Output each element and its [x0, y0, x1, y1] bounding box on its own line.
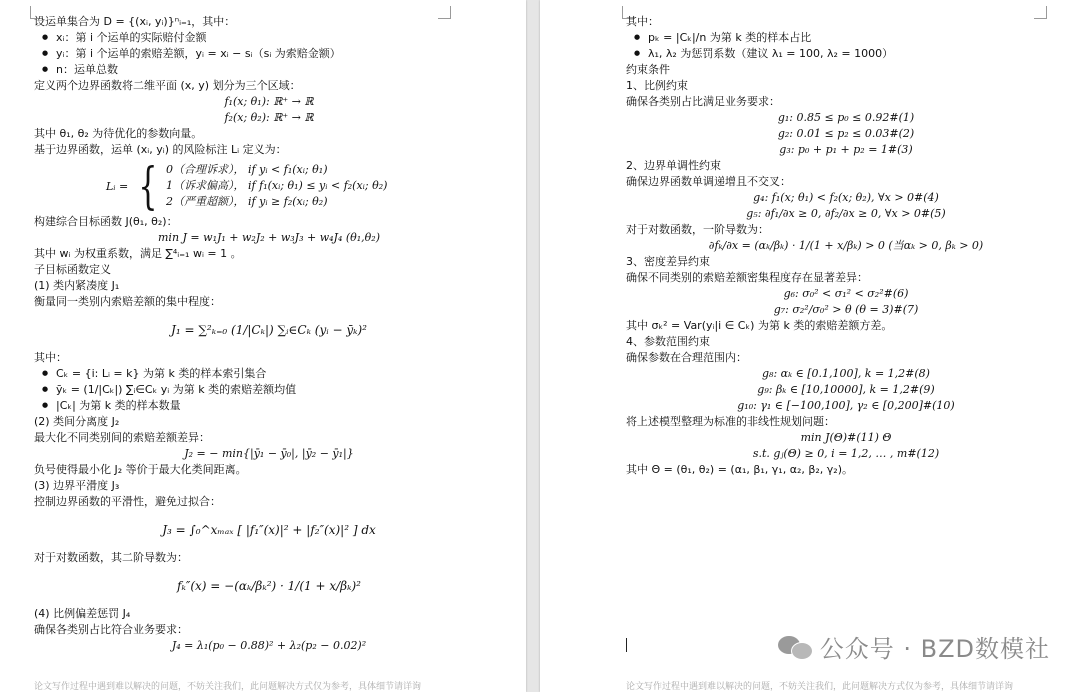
text-line: 1、比例约束	[626, 79, 688, 92]
equation-line: g₄: f₁(x; θ₁) < f₂(x; θ₂), ∀x > 0#(4)	[753, 191, 939, 204]
text-line: (4) 比例偏差惩罚 J₄	[34, 607, 131, 620]
text-line: 构建综合目标函数 J(θ₁, θ₂)：	[34, 215, 178, 228]
text-line: (2) 类间分离度 J₂	[34, 415, 120, 428]
equation-line: g₁: 0.85 ≤ p₀ ≤ 0.92#(1)	[777, 111, 915, 124]
piecewise-equation	[106, 158, 504, 214]
bullet-item: ● λ₁, λ₂ 为惩罚系数（建议 λ₁ = 100, λ₂ = 1000）	[626, 46, 1066, 62]
watermark-text: 公众号 · BZD数模社	[819, 635, 1050, 663]
text-line: 对于对数函数，一阶导数为：	[626, 223, 769, 236]
bullet-item: ● xᵢ：第 i 个运单的实际赔付金额	[34, 30, 504, 46]
equation-line: g₇: σ₂²/σ₀² > θ (θ = 3)#(7)	[773, 303, 919, 316]
text-block	[626, 14, 1066, 478]
text-line: 确保不同类别的索赔差额密集程度存在显著差异：	[626, 271, 868, 284]
text-line: 基于边界函数，运单 (xᵢ, yᵢ) 的风险标注 Lᵢ 定义为：	[34, 143, 287, 156]
text-line: 对于对数函数，其二阶导数为：	[34, 551, 188, 564]
equation-line: g₂: 0.01 ≤ p₂ ≤ 0.03#(2)	[777, 127, 915, 140]
page-footer: 论文写作过程中遇到难以解决的问题，不妨关注我们，此问题解决方式仅为参考，具体细节请详询	[626, 682, 1014, 692]
text-line: 其中：	[34, 351, 67, 364]
piecewise-row: 2（严重超额）， if yᵢ ≥ f₂(xᵢ; θ₂)	[166, 195, 328, 208]
bullet-item: ● |Cₖ| 为第 k 类的样本数量	[34, 398, 504, 414]
text-line: 子目标函数定义	[34, 263, 111, 276]
watermark	[778, 629, 1050, 664]
equation-line: g₈: αₖ ∈ [0.1,100], k = 1,2#(8)	[762, 367, 930, 380]
equation-J3: J₃ = ∫₀^xₘₐₓ [ |f₁″(x)|² + |f₂″(x)|² ] dx	[162, 523, 376, 537]
wechat-icon	[778, 634, 812, 660]
text-line: 其中：	[626, 15, 659, 28]
piecewise-row: 1（诉求偏高）， if f₁(xᵢ; θ₁) ≤ yᵢ < f₂(xᵢ; θ₂)	[166, 179, 388, 192]
text-line: 确保各类别占比符合业务要求：	[34, 623, 188, 636]
bullet-item: ● pₖ = |Cₖ|/n 为第 k 类的样本占比	[626, 30, 1066, 46]
equation-line: g₉: βₖ ∈ [10,10000], k = 1,2#(9)	[757, 383, 935, 396]
text-line: 其中 θ₁, θ₂ 为待优化的参数向量。	[34, 127, 203, 140]
equation-line: min J(Θ)#(11) Θ	[800, 431, 892, 444]
equation-line: J₂ = − min{|ȳ₁ − ȳ₀|, |ȳ₂ − ȳ₁|}	[184, 447, 354, 460]
text-line: 约束条件	[626, 63, 670, 76]
text-line: 4、参数范围约束	[626, 335, 710, 348]
equation-line: min J = w₁J₁ + w₂J₂ + w₃J₃ + w₄J₄ (θ₁,θ₂)	[158, 231, 380, 244]
equation-line: J₄ = λ₁(p₀ − 0.88)² + λ₂(p₂ − 0.02)²	[171, 639, 367, 652]
text-line: 负号使得最小化 J₂ 等价于最大化类间距离。	[34, 463, 247, 476]
equation-J1: J₁ = ∑²ₖ₌₀ (1/|Cₖ|) ∑ᵢ∈Cₖ (yᵢ − ȳₖ)²	[171, 323, 367, 337]
piecewise-row: 0（合理诉求）， if yᵢ < f₁(xᵢ; θ₁)	[166, 163, 328, 176]
bullet-item: ● Cₖ = {i: Lᵢ = k} 为第 k 类的样本索引集合	[34, 366, 504, 382]
text-line: 2、边界单调性约束	[626, 159, 721, 172]
text-line: 确保边界函数单调递增且不交叉：	[626, 175, 791, 188]
text-line: 将上述模型整理为标准的非线性规划问题：	[626, 415, 835, 428]
equation-line: g₃: p₀ + p₁ + p₂ = 1#(3)	[779, 143, 913, 156]
text-line: 设运单集合为 D = {(xᵢ, yᵢ)}ⁿᵢ₌₁，其中：	[34, 15, 236, 28]
brace-symbol: {	[138, 157, 158, 215]
text-line: 最大化不同类别间的索赔差额差异：	[34, 431, 210, 444]
equation-line: f₁(x; θ₁): ℝ⁺ → ℝ	[224, 95, 314, 108]
page-content[interactable]	[626, 14, 1066, 478]
bullet-item: ● n：运单总数	[34, 62, 504, 78]
text-line: 其中 Θ = (θ₁, θ₂) = (α₁, β₁, γ₁, α₂, β₂, γ₂)。	[626, 463, 853, 476]
text-line: 其中 wᵢ 为权重系数，满足 ∑⁴ᵢ₌₁ wᵢ = 1 。	[34, 247, 242, 260]
text-line: (1) 类内紧凑度 J₁	[34, 279, 120, 292]
text-cursor	[626, 638, 627, 652]
text-line: 3、密度差异约束	[626, 255, 710, 268]
text-line: (3) 边界平滑度 J₃	[34, 479, 120, 492]
page-footer: 论文写作过程中遇到难以解决的问题，不妨关注我们，此问题解决方式仅为参考，具体细节请详询	[34, 682, 422, 692]
equation-second-derivative: fₖ″(x) = −(αₖ/βₖ²) · 1/(1 + x/βₖ)²	[177, 579, 361, 593]
text-line: 控制边界函数的平滑性，避免过拟合：	[34, 495, 221, 508]
equation-line: g₁₀: γ₁ ∈ [−100,100], γ₂ ∈ [0,200]#(10)	[737, 399, 955, 412]
text-line: 定义两个边界函数将二维平面 (x, y) 划分为三个区域：	[34, 79, 301, 92]
page-content[interactable]	[34, 14, 504, 654]
text-line: 衡量同一类别内索赔差额的集中程度：	[34, 295, 221, 308]
bullet-item: ● ȳₖ = (1/|Cₖ|) ∑ᵢ∈Cₖ yᵢ 为第 k 类的索赔差额均值	[34, 382, 504, 398]
equation-line: g₆: σ₀² < σ₁² < σ₂²#(6)	[783, 287, 909, 300]
bullet-item: ● yᵢ：第 i 个运单的索赔差额，yᵢ = xᵢ − sᵢ（sᵢ 为索赔金额）	[34, 46, 504, 62]
text-line: 确保各类别占比满足业务要求：	[626, 95, 780, 108]
text-block	[34, 214, 504, 310]
text-block	[34, 550, 504, 566]
equation-line: ∂fₖ/∂x = (αₖ/βₖ) · 1/(1 + x/βₖ) > 0 (当αₖ > 0, βₖ > 0)	[708, 239, 984, 252]
text-block	[34, 350, 504, 510]
equation-line: g₅: ∂f₁/∂x ≥ 0, ∂f₂/∂x ≥ 0, ∀x > 0#(5)	[746, 207, 946, 220]
equation-line: s.t. gⱼ(Θ) ≥ 0, i = 1,2, … , m#(12)	[752, 447, 940, 460]
text-block	[34, 606, 504, 654]
document-page-right	[540, 0, 1080, 692]
piecewise-lhs: Lᵢ =	[106, 179, 129, 193]
text-line: 确保参数在合理范围内：	[626, 351, 747, 364]
equation-line: f₂(x; θ₂): ℝ⁺ → ℝ	[224, 111, 314, 124]
document-page-left	[0, 0, 526, 692]
text-block	[34, 14, 504, 158]
text-line: 其中 σₖ² = Var(yᵢ|i ∈ Cₖ) 为第 k 类的索赔差额方差。	[626, 319, 893, 332]
